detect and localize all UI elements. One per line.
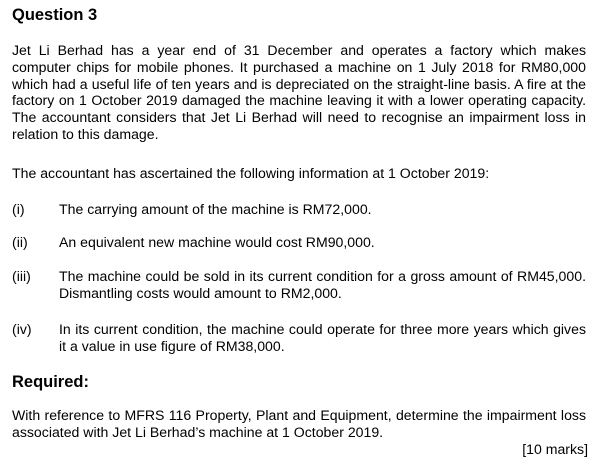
item-number: (ii) (12, 234, 28, 250)
marks-label: [10 marks] (522, 441, 588, 457)
required-text: With reference to MFRS 116 Property, Plant and Equipment, determine the impairment loss associated with Jet Li Berhad’s machine at 1 October 2019. (12, 407, 586, 440)
item-number: (i) (12, 201, 25, 217)
required-heading: Required: (12, 373, 89, 391)
item-number: (iii) (12, 268, 31, 284)
item-number: (iv) (12, 321, 32, 337)
item-text: In its current condition, the machine could operate for three more years which gives it a value in use figure of RM38,000. (59, 321, 586, 354)
intro-paragraph: Jet Li Berhad has a year end of 31 December and operates a factory which makes computer chips for mobile phones. It purchased a machine on 1 July 2018 for RM80,000 which had a useful life of ten years and is depreciated on the straight-line basis. A fire at the factory on 1 October 2019 damaged the machine leaving it with a lower operating capacity. The accountant considers that Jet Li Berhad will need to recognise an impairment loss in relation to this damage. (12, 42, 586, 142)
lead-in-text: The accountant has ascertained the following information at 1 October 2019: (12, 165, 490, 181)
item-text: The carrying amount of the machine is RM72,000. (59, 201, 372, 217)
item-text: The machine could be sold in its current condition for a gross amount of RM45,000. Dismantling costs would amount to RM2,000. (59, 268, 586, 301)
item-text: An equivalent new machine would cost RM90,000. (59, 234, 375, 250)
question-title: Question 3 (12, 6, 98, 24)
